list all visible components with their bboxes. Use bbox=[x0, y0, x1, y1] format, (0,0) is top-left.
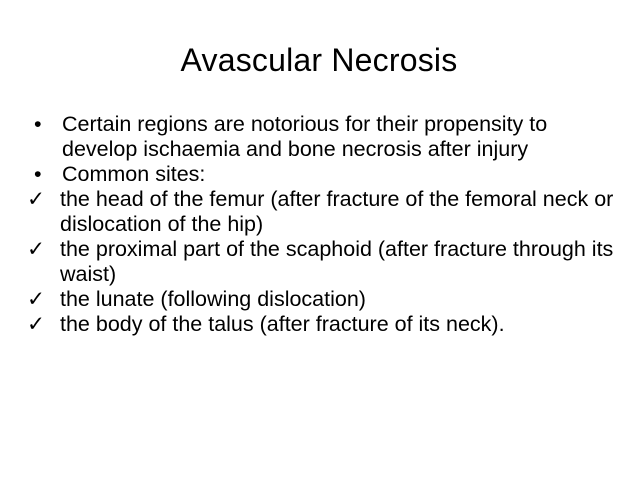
checkmark-icon: ✓ bbox=[27, 312, 46, 336]
checklist-text: the head of the femur (after fracture of the femoral neck or dislocation of the hip) bbox=[60, 187, 614, 236]
checklist-item bbox=[27, 287, 620, 312]
checklist-item bbox=[27, 237, 620, 287]
bullet-item bbox=[30, 162, 620, 187]
checkmark-icon: ✓ bbox=[27, 287, 46, 311]
bullet-icon: • bbox=[34, 112, 42, 136]
bullet-item bbox=[30, 112, 620, 162]
checklist-text: the body of the talus (after fracture of its neck). bbox=[60, 312, 505, 336]
checkmark-icon: ✓ bbox=[27, 237, 46, 261]
bullet-text: Common sites: bbox=[62, 162, 206, 186]
checklist-text: the lunate (following dislocation) bbox=[60, 287, 366, 311]
checklist-text: the proximal part of the scaphoid (after fracture through its waist) bbox=[60, 237, 614, 286]
checkmark-icon: ✓ bbox=[27, 187, 46, 211]
checklist-item bbox=[27, 312, 620, 337]
checklist-item bbox=[27, 187, 620, 237]
slide-content bbox=[27, 112, 620, 337]
slide-title: Avascular Necrosis bbox=[180, 42, 458, 78]
bullet-text: Certain regions are notorious for their propensity to develop ischaemia and bone necrosis after injury bbox=[62, 112, 548, 161]
bullet-icon: • bbox=[34, 162, 42, 186]
